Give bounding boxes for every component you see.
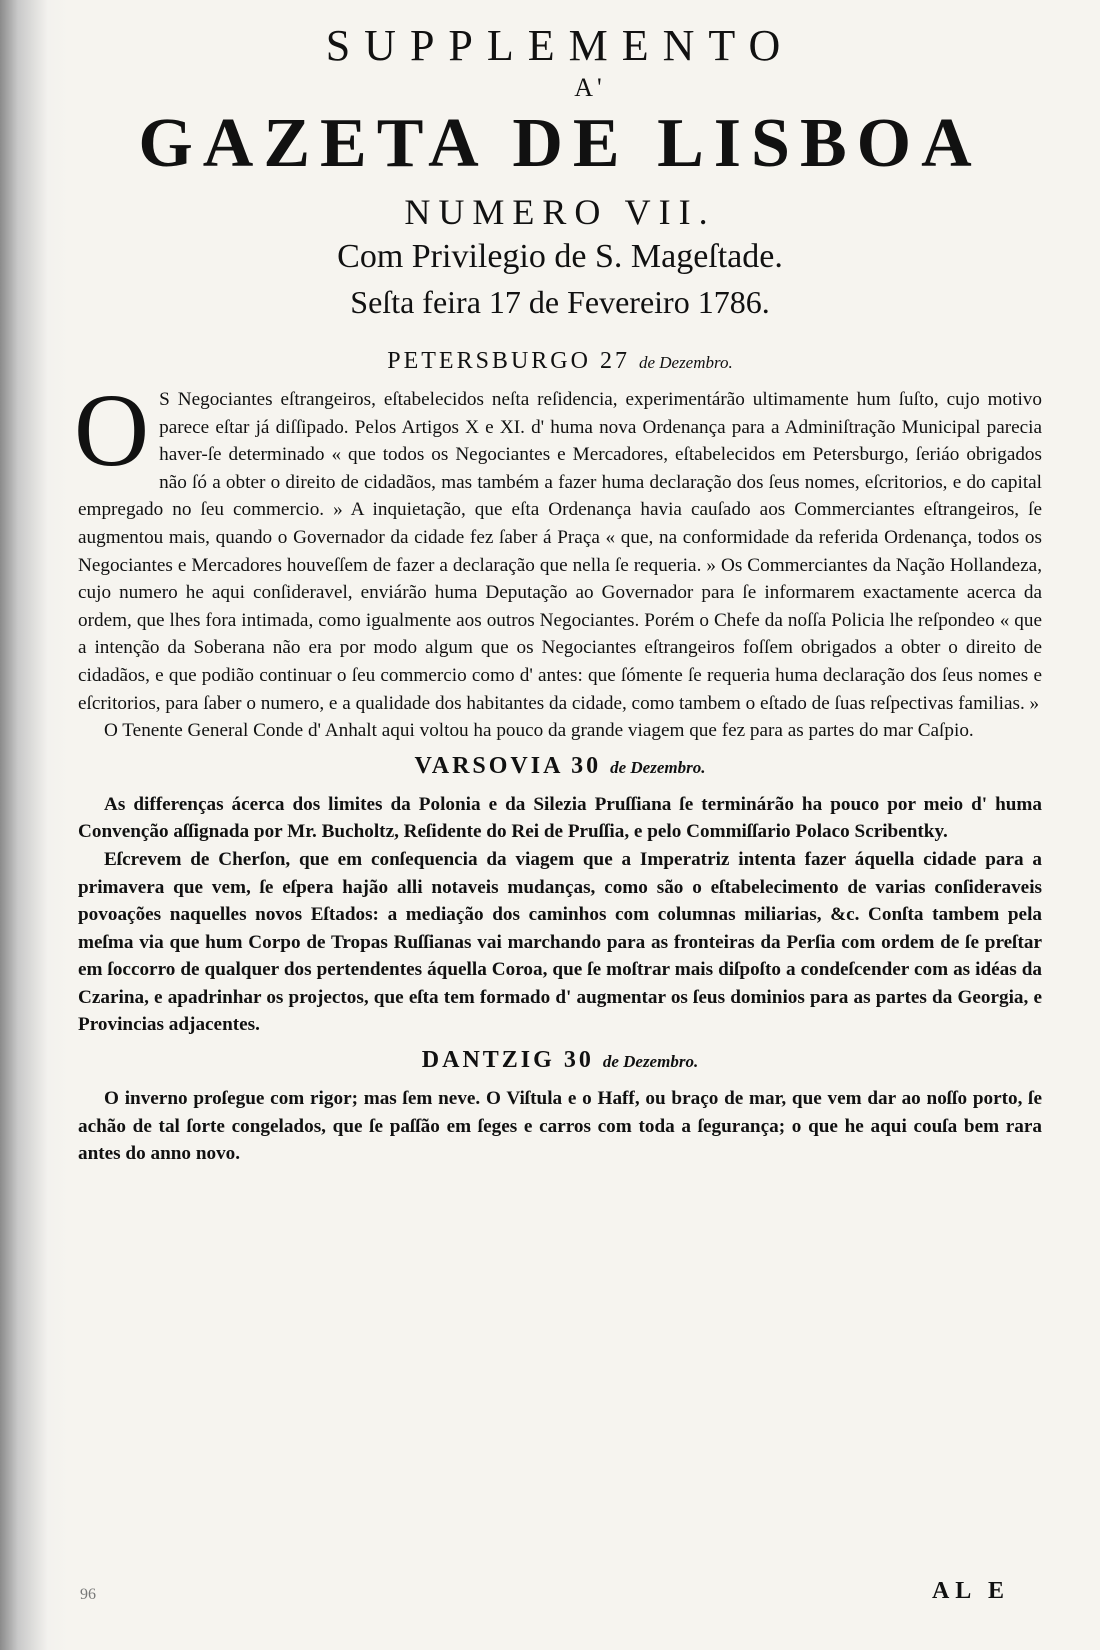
article-varsovia-1: As differenças ácerca dos limites da Polonia e da Silezia Pruſſiana ſe terminárão ha pouco por meio d' huma Convenção aſſignada por Mr. Bucholtz, Reſidente do Rei de Pruſſia, e pelo Commiſſario Polaco Scribentky. bbox=[78, 793, 1042, 843]
catchword: AL E bbox=[931, 1578, 1010, 1604]
dateline-date: de Dezembro. bbox=[638, 353, 733, 372]
article-varsovia-2: Eſcrevem de Cherſon, que em conſequencia da viagem que a Imperatriz intenta fazer áquella cidade para a primavera que vem, ſe eſpera hajão alli notaveis mudanças, como são o eſtabelecimento de varias conſideraveis povoações naquelles novos Eſtados: a mediação dos caminhos com columnas miliarias, &c. Conſta tambem pela meſma via que hum Corpo de Tropas Ruſſianas vai marchando para as fronteiras da Perſia com ordem de ſe preſtar em ſoccorro de qualquer dos pertendentes áquella Coroa, que ſe moſtrar mais diſpoſto a condeſcender com as idéas da Czarina, e apadrinhar os projectos, que eſta tem formado d' augmentar os ſeus dominios para as partes da Georgia, e Provincias adjacentes. bbox=[78, 848, 1042, 1036]
dateline-city: PETERSBURGO 27 bbox=[387, 348, 630, 374]
gazeta-title: GAZETA DE LISBOA bbox=[138, 105, 982, 182]
dateline-date: de Dezembro. bbox=[602, 1052, 699, 1072]
dateline-city: VARSOVIA 30 bbox=[414, 752, 602, 779]
a-line: A' bbox=[574, 73, 606, 102]
issue-date: Seſta feira 17 de Fevereiro 1786. bbox=[350, 284, 770, 320]
dateline-varsovia bbox=[78, 751, 1042, 783]
issue-number: NUMERO VII. bbox=[404, 192, 716, 232]
article-text: S Negociantes eſtrangeiros, eſtabelecidos neſta reſidencia, experimentárão ultimamente hum ſuſto, cujo motivo parece eſtar já diſſipado. Pelos Artigos X e XI. d' huma nova Ordenança para a Adminiſtração Municipal parecia haver-ſe determinado « que todos os Negociantes e Mercadores, eſtabelecidos em Petersburgo, ſeriáo obrigados não ſó a obter o direito de cidadãos, mas também a fazer huma declaração dos ſeus nomes, eſcritorios, e do capital empregado no ſeu commercio. » A inquietação, que eſta Ordenança havia cauſado aos Commerciantes eſtrangeiros, ſe augmentou mais, quando o Governador da cidade fez ſaber á Praça « que, na conformidade da referida Ordenança, todos os Negociantes e Mercadores houveſſem de fazer a declaração que nella ſe requeria. » Os Commerciantes da Nação Hollandeza, cujo numero he aqui conſideravel, enviárão huma Deputação ao Governador para ſe informarem exactamente acerca da ordem, que lhes fora intimada, como igualmente aos outros Negociantes. Porém o Chefe da noſſa Policia lhe reſpondeo « que a intenção da Soberana não era por modo algum que os Negociantes eſtrangeiros foſſem obrigados a obter o direito de cidadãos, e que podião continuar o ſeu commercio como d' antes: que ſómente ſe requeria huma declaração dos ſeus nomes e eſcritorios, para ſaber o numero, e a qualidade dos habitantes da cidade, como tambem o eſtado de ſuas reſpectivas familias. » bbox=[78, 389, 1042, 714]
article-dantzig-1: O inverno proſegue com rigor; mas ſem neve. O Viſtula e o Haff, ou braço de mar, que vem dar ao noſſo porto, ſe achão de tal ſorte congelados, que ſe paſſão em ſeges e carros com toda a ſegurança; o que he aqui couſa bem rara antes do anno novo. bbox=[78, 1088, 1042, 1165]
dateline-dantzig bbox=[78, 1045, 1042, 1077]
drop-cap: O bbox=[74, 373, 150, 488]
page-number: 96 bbox=[80, 1586, 96, 1603]
privilege-line: Com Privilegio de S. Mageſtade. bbox=[337, 238, 783, 275]
dateline-petersburgo bbox=[78, 346, 1042, 378]
masthead bbox=[78, 18, 1042, 324]
article-petersburgo-2: O Tenente General Conde d' Anhalt aqui voltou ha pouco da grande viagem que fez para as partes do mar Caſpio. bbox=[104, 720, 974, 742]
dateline-city: DANTZIG 30 bbox=[421, 1047, 594, 1074]
supplemento-title: SUPPLEMENTO bbox=[325, 21, 795, 70]
dateline-date: de Dezembro. bbox=[610, 757, 706, 777]
article-petersburgo-1 bbox=[74, 373, 1042, 717]
